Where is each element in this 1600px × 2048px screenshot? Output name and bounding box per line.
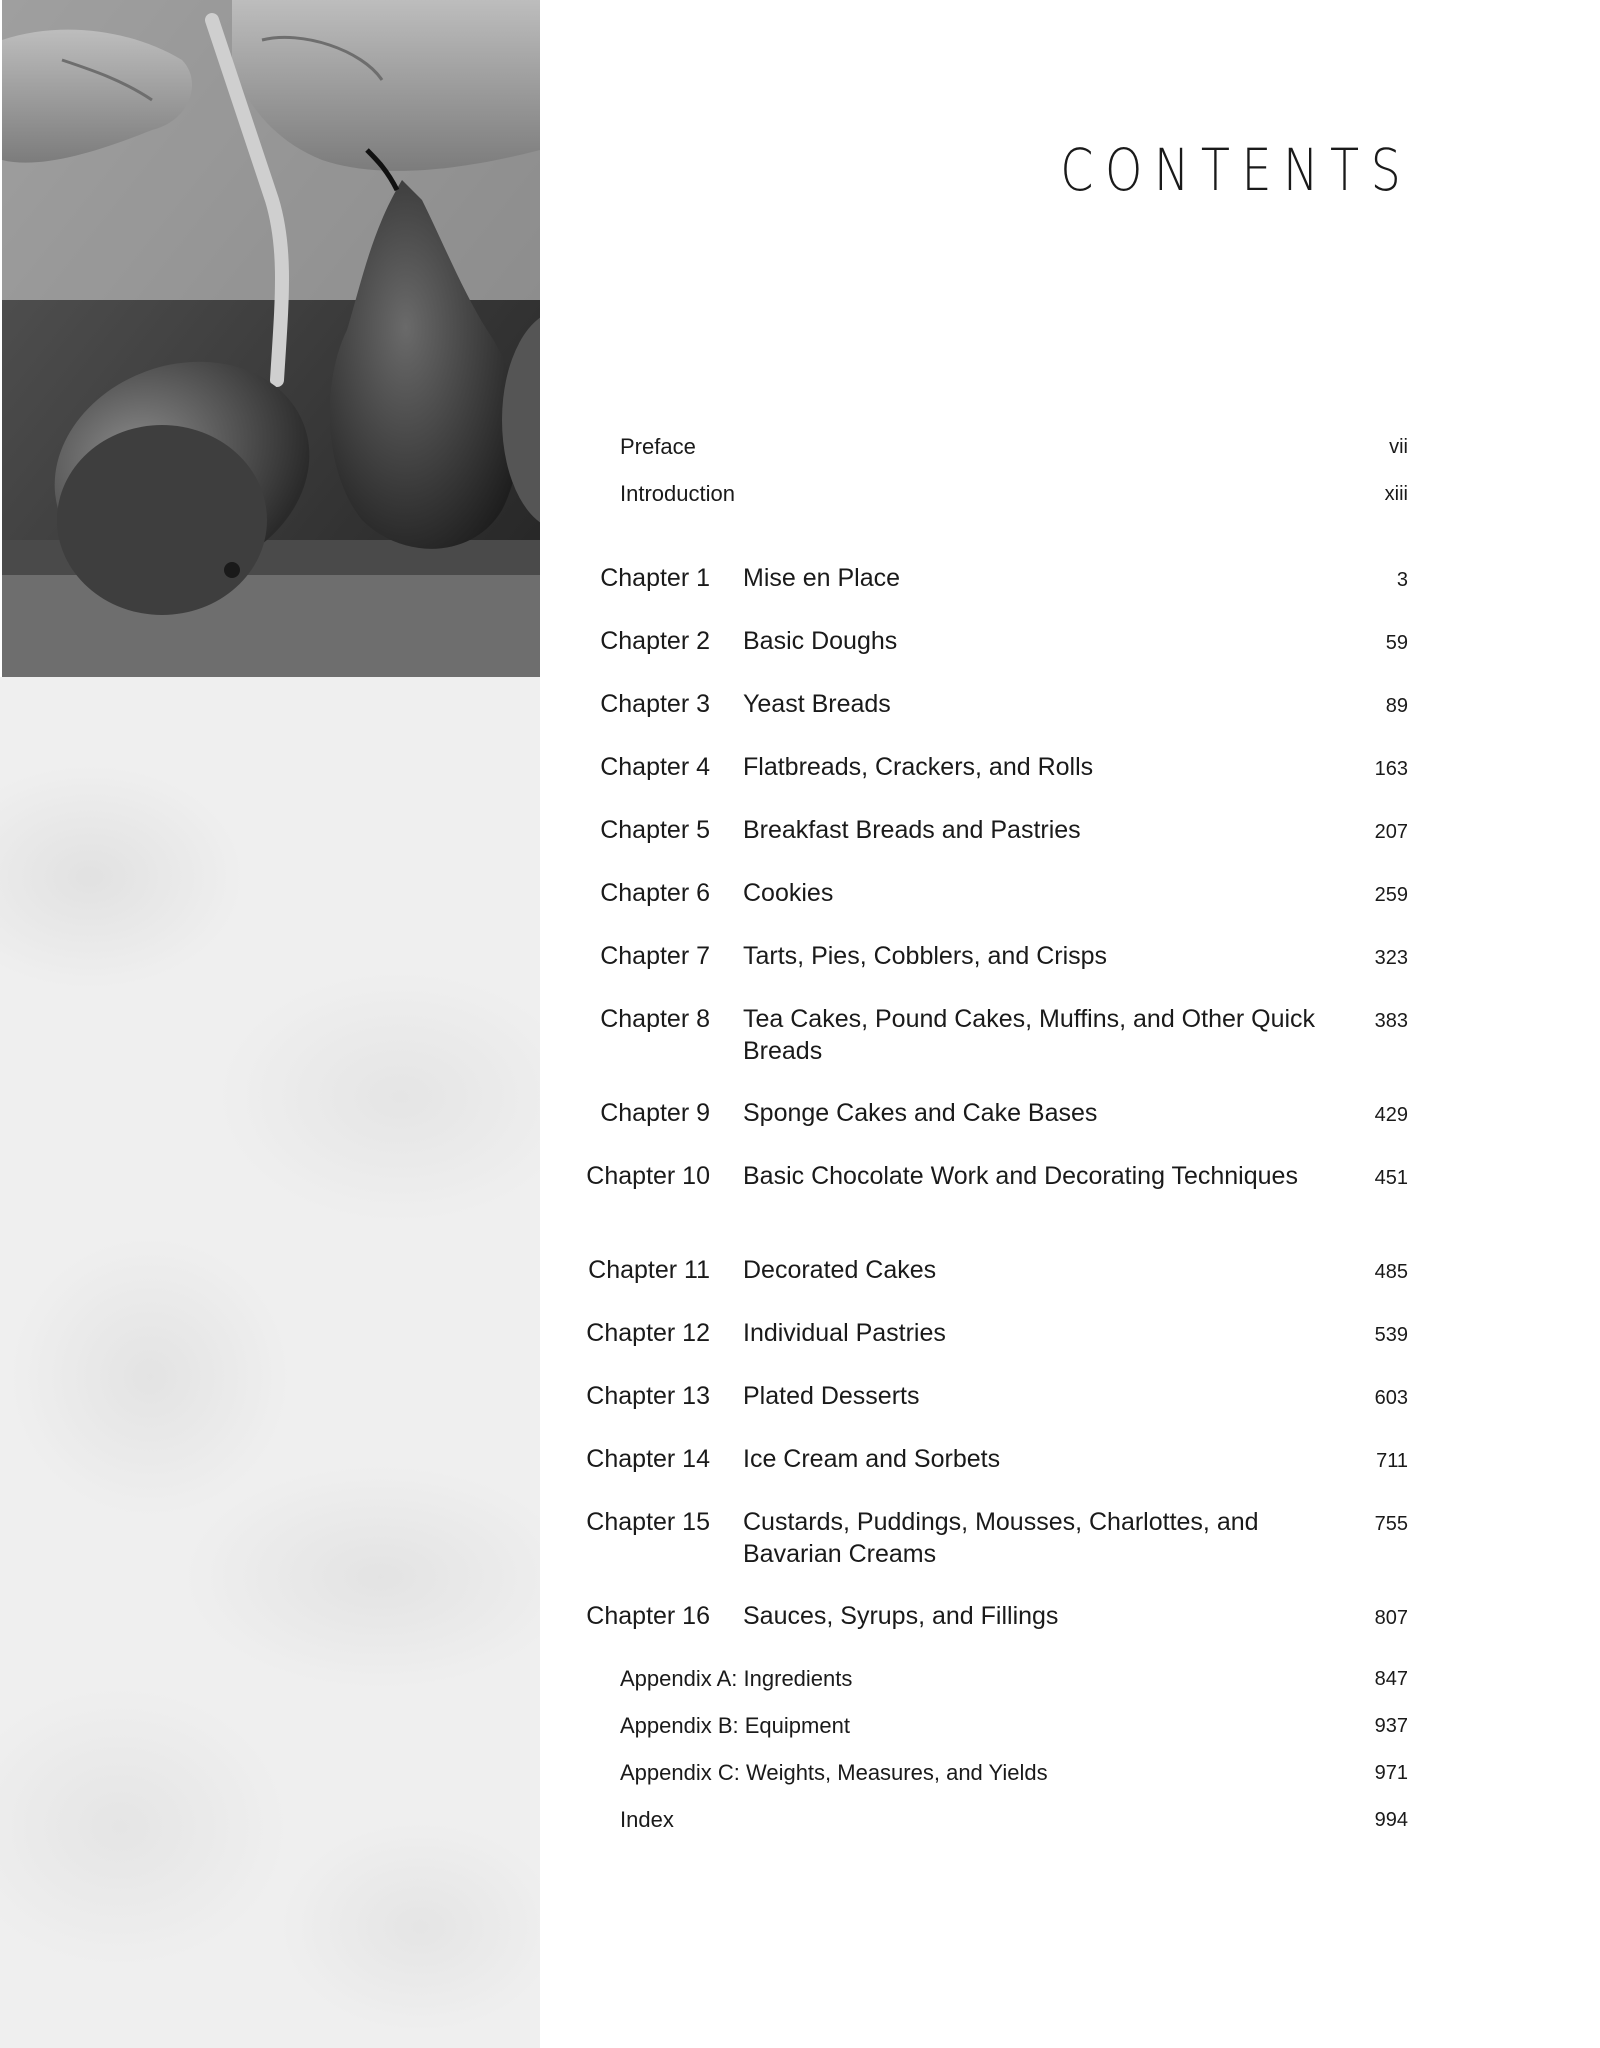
- chapter-number: Chapter 6: [600, 879, 710, 907]
- chapter-page: 485: [1374, 1261, 1408, 1283]
- chapter-page: 383: [1374, 1010, 1408, 1032]
- chapter-number: Chapter 9: [600, 1099, 710, 1127]
- chapter-number: Chapter 13: [586, 1382, 710, 1410]
- chapter-number: Chapter 15: [586, 1508, 710, 1536]
- toc-entry-page: 971: [1374, 1762, 1408, 1784]
- toc-entry-label: Introduction: [620, 481, 735, 506]
- chapter-title: Sponge Cakes and Cake Bases: [743, 1099, 1098, 1127]
- left-decorative-column: [0, 0, 540, 2048]
- chapter-page: 451: [1374, 1167, 1408, 1189]
- toc-entry-index[interactable]: [620, 1803, 1408, 1837]
- toc-entry-page: vii: [1389, 436, 1408, 458]
- chapter-number: Chapter 3: [600, 690, 710, 718]
- toc-entry-introduction[interactable]: [620, 477, 1408, 511]
- chapter-page: 207: [1374, 821, 1408, 843]
- textured-paper-panel: [0, 677, 540, 2048]
- chapter-title: Tea Cakes, Pound Cakes, Muffins, and Other Quick Breads: [743, 1005, 1316, 1065]
- chapter-title: Mise en Place: [743, 564, 901, 592]
- chapter-page: 59: [1385, 632, 1408, 654]
- chapter-page: 3: [1396, 569, 1408, 591]
- chapter-number: Chapter 10: [586, 1162, 710, 1190]
- chapter-page: 323: [1374, 947, 1408, 969]
- chapter-title: Cookies: [743, 879, 834, 907]
- chapter-number: Chapter 2: [600, 627, 710, 655]
- toc-entry-appendix-a[interactable]: [620, 1662, 1408, 1696]
- toc-entry-page: 847: [1374, 1668, 1408, 1690]
- chapter-title: Individual Pastries: [743, 1319, 946, 1347]
- toc-entry-page: 994: [1374, 1809, 1408, 1831]
- chapter-title: Yeast Breads: [743, 690, 891, 718]
- chapter-number: Chapter 12: [586, 1319, 710, 1347]
- chapter-page: 539: [1374, 1324, 1408, 1346]
- toc-entry-label: Appendix A: Ingredients: [620, 1666, 853, 1691]
- toc-entry-label: Preface: [620, 434, 696, 459]
- chapter-title: Custards, Puddings, Mousses, Charlottes, and Bavarian Creams: [743, 1508, 1259, 1568]
- toc-entry-label: Appendix C: Weights, Measures, and Yields: [620, 1760, 1048, 1785]
- chapter-page: 429: [1374, 1104, 1408, 1126]
- chapter-page: 755: [1374, 1513, 1408, 1535]
- chapter-title: Basic Chocolate Work and Decorating Techniques: [743, 1162, 1298, 1190]
- toc-entry-preface[interactable]: [620, 430, 1408, 464]
- chapter-title: Flatbreads, Crackers, and Rolls: [743, 753, 1094, 781]
- chapter-number: Chapter 7: [600, 942, 710, 970]
- chapter-page: 89: [1385, 695, 1408, 717]
- toc-entry-appendix-c[interactable]: [620, 1756, 1408, 1790]
- page-title: CONTENTS: [1060, 136, 1412, 204]
- chapter-title: Plated Desserts: [743, 1382, 920, 1410]
- chapter-page: 807: [1374, 1607, 1408, 1629]
- chapter-title: Tarts, Pies, Cobblers, and Crisps: [743, 942, 1108, 970]
- toc-entry-page: 937: [1374, 1715, 1408, 1737]
- chapter-number: Chapter 1: [600, 564, 710, 592]
- chapter-title: Ice Cream and Sorbets: [743, 1445, 1001, 1473]
- toc-entry-appendix-b[interactable]: [620, 1709, 1408, 1743]
- chapter-title: Breakfast Breads and Pastries: [743, 816, 1081, 844]
- chapter-page: 259: [1374, 884, 1408, 906]
- pears-photo-illustration: [2, 0, 540, 677]
- toc-entry-label: Appendix B: Equipment: [620, 1713, 850, 1738]
- chapter-page: 711: [1376, 1450, 1408, 1472]
- chapter-title: Sauces, Syrups, and Fillings: [743, 1602, 1059, 1630]
- chapter-title: Basic Doughs: [743, 627, 898, 655]
- chapter-page: 163: [1374, 758, 1408, 780]
- chapter-number: Chapter 16: [586, 1602, 710, 1630]
- chapter-title: Decorated Cakes: [743, 1256, 937, 1284]
- chapter-number: Chapter 8: [600, 1005, 710, 1033]
- toc-entry-label: Index: [620, 1807, 674, 1832]
- toc-entry-page: xiii: [1384, 483, 1408, 505]
- chapter-number: Chapter 5: [600, 816, 710, 844]
- chapter-number: Chapter 14: [586, 1445, 710, 1473]
- pears-photo: [2, 0, 540, 677]
- chapter-number: Chapter 11: [588, 1256, 710, 1284]
- chapter-number: Chapter 4: [600, 753, 710, 781]
- chapter-page: 603: [1374, 1387, 1408, 1409]
